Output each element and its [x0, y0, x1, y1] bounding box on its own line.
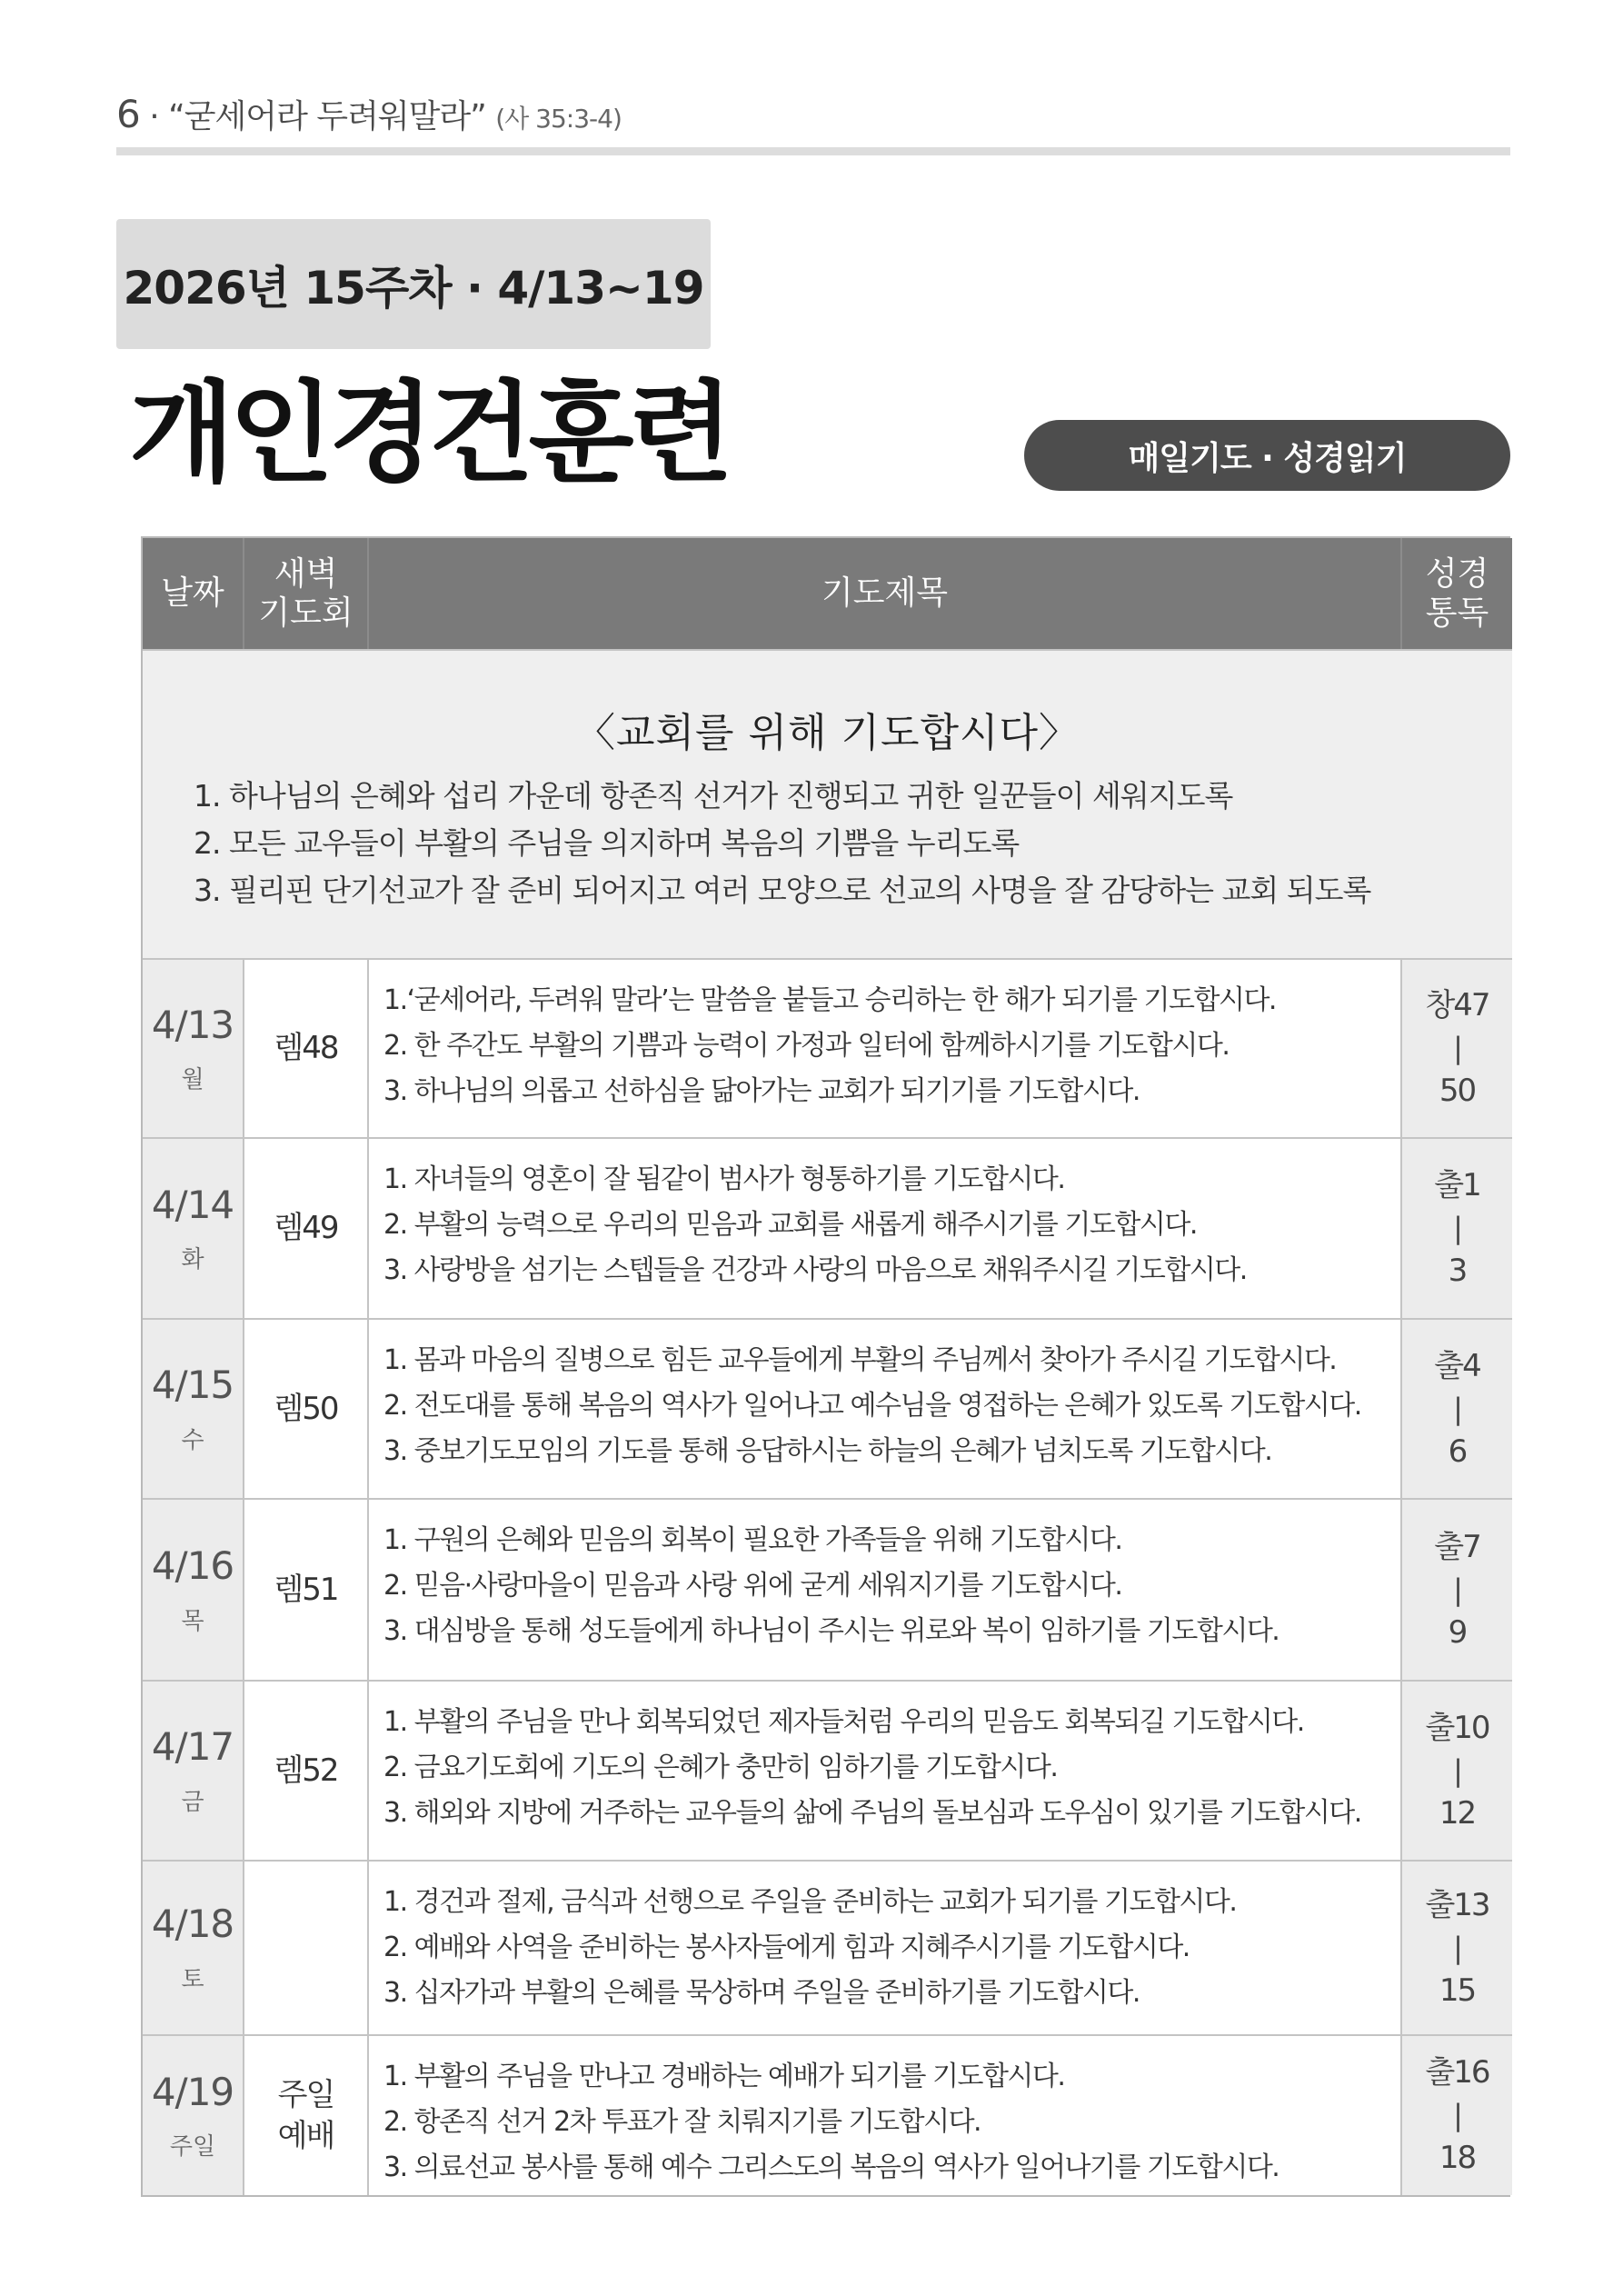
bible-end: 6	[1448, 1433, 1467, 1470]
prayer-item: 1. 경건과 절제, 금식과 선행으로 주일을 준비하는 교회가 되기를 기도합시다.	[383, 1886, 1237, 1918]
bible-start: 창47	[1425, 987, 1489, 1023]
header-bible-line2: 통독	[1425, 594, 1489, 632]
prayer-item: 2. 한 주간도 부활의 기쁨과 능력이 가정과 일터에 함께하시기를 기도합시다.	[383, 1030, 1230, 1062]
bible-end: 12	[1439, 1794, 1476, 1832]
bible-range-separator: |	[1453, 1752, 1461, 1788]
dawn-passage: 렘50	[274, 1390, 338, 1427]
church-prayer-list	[143, 773, 1370, 914]
prayer-item: 1. 몸과 마음의 질병으로 힘든 교우들에게 부활의 주님께서 찾아가 주시길 기도합시다.	[383, 1344, 1337, 1376]
header-reference: (사 35:3-4)	[495, 104, 622, 134]
running-header	[116, 91, 622, 137]
date-cell	[143, 1860, 243, 2034]
bible-reading-cell	[1400, 1137, 1512, 1318]
prayer-item: 3. 하나님의 의롭고 선하심을 닮아가는 교회가 되기기를 기도합시다.	[383, 1075, 1140, 1107]
bible-start: 출13	[1425, 1886, 1489, 1923]
date-cell	[143, 1680, 243, 1860]
header-prayer-topic: 기도제목	[367, 538, 1400, 649]
date-cell	[143, 958, 243, 1137]
church-prayer-section	[143, 649, 1512, 958]
bible-start: 출10	[1425, 1709, 1489, 1746]
prayer-item: 2. 예배와 사역을 준비하는 봉사자들에게 힘과 지혜주시기를 기도합시다.	[383, 1932, 1190, 1963]
dawn-prayer-cell	[243, 1680, 367, 1860]
date-cell	[143, 2034, 243, 2195]
header-dawn-line2: 기도회	[258, 594, 353, 632]
church-prayer-item: 2. 모든 교우들이 부활의 주님을 의지하며 복음의 기쁨을 누리도록	[194, 825, 1020, 861]
bible-reading-cell	[1400, 1680, 1512, 1860]
date: 4/19	[151, 2069, 234, 2114]
date: 4/14	[151, 1182, 234, 1227]
dawn-passage: 렘51	[274, 1571, 338, 1608]
prayer-topics-cell	[367, 1498, 1400, 1680]
bible-reading-cell	[1400, 1318, 1512, 1498]
bible-range-separator: |	[1453, 1391, 1461, 1426]
prayer-item: 3. 중보기도모임의 기도를 통해 응답하시는 하늘의 은혜가 넘치도록 기도합시다.	[383, 1435, 1272, 1467]
prayer-item: 2. 부활의 능력으로 우리의 믿음과 교회를 새롭게 해주시기를 기도합시다.	[383, 1209, 1197, 1241]
dawn-passage-line2: 예배	[277, 2117, 334, 2154]
bible-reading-cell	[1400, 1498, 1512, 1680]
dawn-passage: 렘52	[274, 1752, 338, 1789]
header-dawn-prayer	[243, 538, 367, 649]
bible-reading-cell	[1400, 1860, 1512, 2034]
bible-start: 출16	[1425, 2054, 1489, 2091]
church-prayer-item: 3. 필리핀 단기선교가 잘 준비 되어지고 여러 모양으로 선교의 사명을 잘 감당하는 교회 되도록	[194, 873, 1371, 908]
prayer-topics-cell	[367, 1860, 1400, 2034]
prayer-item: 3. 의료선교 봉사를 통해 예수 그리스도의 복음의 역사가 일어나기를 기도합시다.	[383, 2151, 1279, 2183]
bible-range-separator: |	[1453, 1211, 1461, 1245]
bible-range-separator: |	[1453, 1031, 1461, 1065]
date-cell	[143, 1137, 243, 1318]
prayer-topics-cell	[367, 1680, 1400, 1860]
weekday: 주일	[169, 2133, 216, 2161]
header-bible-line1: 성경	[1425, 554, 1489, 593]
prayer-topics-cell	[367, 1137, 1400, 1318]
bible-end: 18	[1439, 2140, 1476, 2176]
weekday: 화	[181, 1246, 204, 1274]
prayer-topics-cell	[367, 1318, 1400, 1498]
bible-range-separator: |	[1453, 1930, 1461, 1965]
prayer-item: 3. 십자가과 부활의 은혜를 묵상하며 주일을 준비하기를 기도합시다.	[383, 1977, 1140, 2009]
bible-range-separator: |	[1453, 1572, 1461, 1607]
dawn-prayer-cell	[243, 1137, 367, 1318]
dawn-prayer-cell	[243, 1318, 367, 1498]
page-number: 6	[116, 92, 140, 136]
bible-start: 출1	[1434, 1167, 1480, 1203]
church-prayer-title: 〈교회를 위해 기도합시다〉	[574, 710, 1080, 756]
date: 4/18	[151, 1902, 234, 1947]
prayer-item: 3. 사랑방을 섬기는 스텝들을 건강과 사랑의 마음으로 채워주시길 기도합시다.	[383, 1254, 1247, 1286]
dawn-passage: 렘49	[274, 1210, 338, 1247]
prayer-topics-cell	[367, 958, 1400, 1137]
dawn-prayer-cell	[243, 1860, 367, 2034]
header-divider	[116, 147, 1510, 155]
prayer-item: 3. 해외와 지방에 거주하는 교우들의 삶에 주님의 돌보심과 도우심이 있기를 기도합시다.	[383, 1797, 1361, 1829]
weekday: 목	[181, 1607, 204, 1635]
date: 4/15	[151, 1363, 234, 1408]
prayer-item: 2. 항존직 선거 2차 투표가 잘 치뤄지기를 기도합시다.	[383, 2106, 981, 2138]
prayer-item: 3. 대심방을 통해 성도들에게 하나님이 주시는 위로와 복이 임하기를 기도합시다.	[383, 1615, 1279, 1647]
prayer-topics-cell	[367, 2034, 1400, 2195]
prayer-item: 1. 부활의 주님을 만나 회복되었던 제자들처럼 우리의 믿음도 회복되길 기도합시다.	[383, 1706, 1304, 1738]
prayer-item: 2. 금요기도회에 기도의 은혜가 충만히 임하기를 기도합시다.	[383, 1752, 1058, 1783]
prayer-item: 1. 자녀들의 영혼이 잘 됨같이 범사가 형통하기를 기도합시다.	[383, 1163, 1065, 1195]
bible-reading-cell	[1400, 958, 1512, 1137]
bible-range-separator: |	[1453, 2098, 1461, 2132]
weekday: 토	[181, 1965, 204, 1993]
prayer-item: 1.‘굳세어라, 두려워 말라’는 말씀을 붙들고 승리하는 한 해가 되기를 기도합시다.	[383, 984, 1276, 1016]
header-title: “굳세어라 두려워말라”	[168, 98, 486, 135]
header-date: 날짜	[143, 538, 243, 649]
weekday: 금	[181, 1788, 204, 1816]
bible-end: 15	[1439, 1972, 1476, 2009]
dawn-prayer-cell	[243, 2034, 367, 2195]
prayer-item: 2. 믿음·사랑마을이 믿음과 사랑 위에 굳게 세워지기를 기도합시다.	[383, 1570, 1122, 1602]
bible-end: 9	[1448, 1613, 1467, 1651]
date: 4/16	[151, 1543, 234, 1589]
prayer-item: 1. 구원의 은혜와 믿음의 회복이 필요한 가족들을 위해 기도합시다.	[383, 1524, 1122, 1556]
dawn-passage: 렘48	[274, 1030, 338, 1067]
header-bible-reading	[1400, 538, 1512, 649]
prayer-item: 2. 전도대를 통해 복음의 역사가 일어나고 예수님을 영접하는 은혜가 있도록 기도합시다.	[383, 1390, 1361, 1422]
header-dawn-line1: 새벽	[274, 554, 338, 593]
bible-end: 50	[1439, 1073, 1476, 1109]
date: 4/17	[151, 1724, 234, 1770]
header-separator: ·	[149, 98, 159, 135]
bible-start: 출4	[1434, 1347, 1480, 1384]
dawn-passage: 주일	[277, 2077, 334, 2114]
bible-start: 출7	[1434, 1528, 1480, 1565]
prayer-schedule-table	[141, 536, 1510, 2197]
dawn-prayer-cell	[243, 1498, 367, 1680]
bible-reading-cell	[1400, 2034, 1512, 2195]
weekday: 수	[181, 1426, 204, 1454]
week-label: 2026년 15주차 · 4/13~19	[116, 219, 711, 349]
bible-end: 3	[1448, 1253, 1467, 1289]
page-title: 개인경건훈련	[129, 371, 729, 497]
dawn-prayer-cell	[243, 958, 367, 1137]
date-cell	[143, 1318, 243, 1498]
weekday: 월	[181, 1066, 204, 1094]
subtitle-pill: 매일기도 · 성경읽기	[1024, 420, 1510, 491]
prayer-item: 1. 부활의 주님을 만나고 경배하는 예배가 되기를 기도합시다.	[383, 2061, 1065, 2092]
date-cell	[143, 1498, 243, 1680]
date: 4/13	[151, 1002, 234, 1047]
church-prayer-item: 1. 하나님의 은혜와 섭리 가운데 항존직 선거가 진행되고 귀한 일꾼들이 세워지도록	[194, 778, 1233, 814]
